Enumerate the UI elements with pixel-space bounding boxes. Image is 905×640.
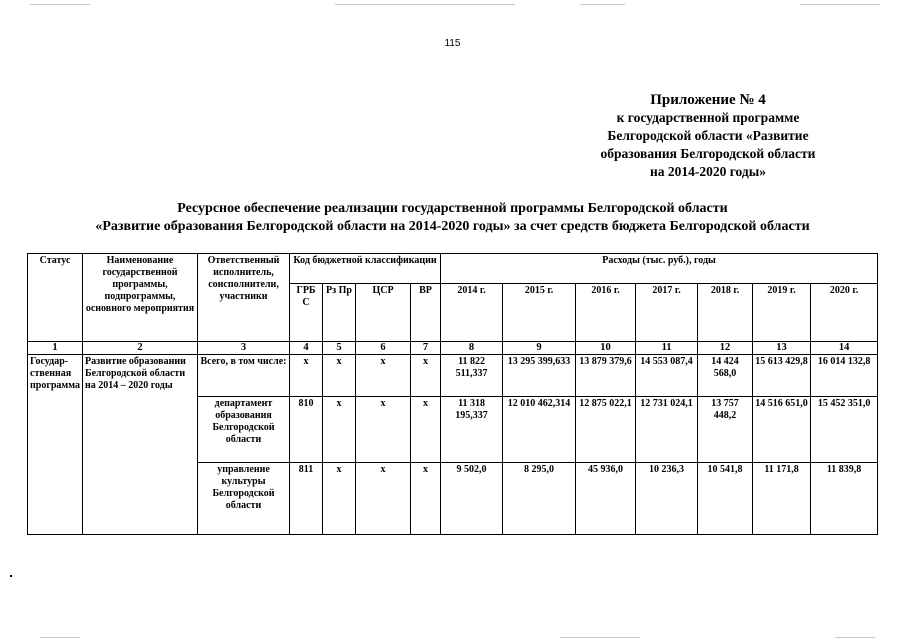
column-number: 14 bbox=[811, 342, 878, 355]
value-cell: 14 424 568,0 bbox=[698, 355, 753, 397]
bottom-edge-line bbox=[835, 637, 875, 638]
csr-cell: х bbox=[356, 355, 411, 397]
title-line: «Развитие образования Белгородской области на 2014-2020 годы» за счет средств бюджета Белгородской области bbox=[95, 219, 810, 234]
rzpr-cell: х bbox=[323, 355, 356, 397]
csr-cell: х bbox=[356, 397, 411, 463]
header-name: Наименование государственной программы, подпрограммы, основного мероприятия bbox=[83, 254, 198, 342]
header-grbs: ГРБ С bbox=[290, 284, 323, 342]
value-cell: 12 731 024,1 bbox=[636, 397, 698, 463]
column-number: 8 bbox=[441, 342, 503, 355]
top-edge-line bbox=[580, 4, 625, 5]
header-year: 2015 г. bbox=[503, 284, 576, 342]
value-cell: 11 318 195,337 bbox=[441, 397, 503, 463]
bottom-edge-line bbox=[560, 637, 640, 638]
appendix-heading bbox=[583, 91, 833, 181]
value-cell: 16 014 132,8 bbox=[811, 355, 878, 397]
value-cell: 13 879 379,6 bbox=[576, 355, 636, 397]
status-cell: Государ-ственная программа bbox=[28, 355, 83, 535]
appendix-line: к государственной программе bbox=[616, 110, 800, 125]
header-budget-code: Код бюджетной классификации bbox=[290, 254, 441, 284]
appendix-line: на 2014-2020 годы» bbox=[649, 164, 767, 179]
grbs-cell: 811 bbox=[290, 463, 323, 535]
vr-cell: х bbox=[411, 397, 441, 463]
column-number: 9 bbox=[503, 342, 576, 355]
header-year: 2017 г. bbox=[636, 284, 698, 342]
column-number: 10 bbox=[576, 342, 636, 355]
value-cell: 14 516 651,0 bbox=[753, 397, 811, 463]
value-cell: 8 295,0 bbox=[503, 463, 576, 535]
vr-cell: х bbox=[411, 355, 441, 397]
column-number: 1 bbox=[28, 342, 83, 355]
value-cell: 10 236,3 bbox=[636, 463, 698, 535]
value-cell: 14 553 087,4 bbox=[636, 355, 698, 397]
header-status: Статус bbox=[28, 254, 83, 342]
appendix-line: Белгородской области «Развитие bbox=[607, 128, 809, 143]
value-cell: 11 822 511,337 bbox=[441, 355, 503, 397]
grbs-cell: 810 bbox=[290, 397, 323, 463]
grbs-cell: х bbox=[290, 355, 323, 397]
bottom-edge-line bbox=[40, 637, 80, 638]
table-row bbox=[28, 355, 878, 397]
header-vr: ВР bbox=[411, 284, 441, 342]
header-year: 2014 г. bbox=[441, 284, 503, 342]
appendix-line: образования Белгородской области bbox=[600, 146, 816, 161]
top-edge-line bbox=[800, 4, 880, 5]
column-number: 13 bbox=[753, 342, 811, 355]
rzpr-cell: х bbox=[323, 463, 356, 535]
top-edge-line bbox=[335, 4, 515, 5]
header-year: 2018 г. bbox=[698, 284, 753, 342]
responsible-cell: управление культуры Белгородской области bbox=[198, 463, 290, 535]
column-number: 4 bbox=[290, 342, 323, 355]
column-number: 2 bbox=[83, 342, 198, 355]
program-name-cell: Развитие образовании Белгородской области на 2014 – 2020 годы bbox=[83, 355, 198, 535]
column-number: 12 bbox=[698, 342, 753, 355]
header-expenses: Расходы (тыс. руб.), годы bbox=[441, 254, 878, 284]
rzpr-cell: х bbox=[323, 397, 356, 463]
document-title bbox=[0, 200, 905, 236]
column-number: 7 bbox=[411, 342, 441, 355]
responsible-cell: департамент образования Белгородской области bbox=[198, 397, 290, 463]
value-cell: 9 502,0 bbox=[441, 463, 503, 535]
header-year: 2016 г. bbox=[576, 284, 636, 342]
value-cell: 15 613 429,8 bbox=[753, 355, 811, 397]
header-csr: ЦСР bbox=[356, 284, 411, 342]
column-number: 6 bbox=[356, 342, 411, 355]
appendix-line: Приложение № 4 bbox=[650, 92, 766, 108]
value-cell: 11 171,8 bbox=[753, 463, 811, 535]
value-cell: 13 757 448,2 bbox=[698, 397, 753, 463]
csr-cell: х bbox=[356, 463, 411, 535]
header-responsible: Ответственный исполнитель, соисполнители, участники bbox=[198, 254, 290, 342]
column-number-row bbox=[28, 342, 878, 355]
title-line: Ресурсное обеспечение реализации государственной программы Белгородской области bbox=[177, 201, 728, 216]
value-cell: 15 452 351,0 bbox=[811, 397, 878, 463]
resource-table bbox=[27, 253, 878, 535]
column-number: 3 bbox=[198, 342, 290, 355]
value-cell: 10 541,8 bbox=[698, 463, 753, 535]
scan-dot bbox=[10, 575, 12, 577]
column-number: 5 bbox=[323, 342, 356, 355]
value-cell: 13 295 399,633 bbox=[503, 355, 576, 397]
top-edge-line bbox=[30, 4, 90, 5]
header-rzpr: Рз Пр bbox=[323, 284, 356, 342]
value-cell: 11 839,8 bbox=[811, 463, 878, 535]
header-year: 2020 г. bbox=[811, 284, 878, 342]
page-number: 115 bbox=[444, 38, 461, 49]
value-cell: 45 936,0 bbox=[576, 463, 636, 535]
vr-cell: х bbox=[411, 463, 441, 535]
value-cell: 12 010 462,314 bbox=[503, 397, 576, 463]
column-number: 11 bbox=[636, 342, 698, 355]
value-cell: 12 875 022,1 bbox=[576, 397, 636, 463]
header-year: 2019 г. bbox=[753, 284, 811, 342]
responsible-cell: Всего, в том числе: bbox=[198, 355, 290, 397]
